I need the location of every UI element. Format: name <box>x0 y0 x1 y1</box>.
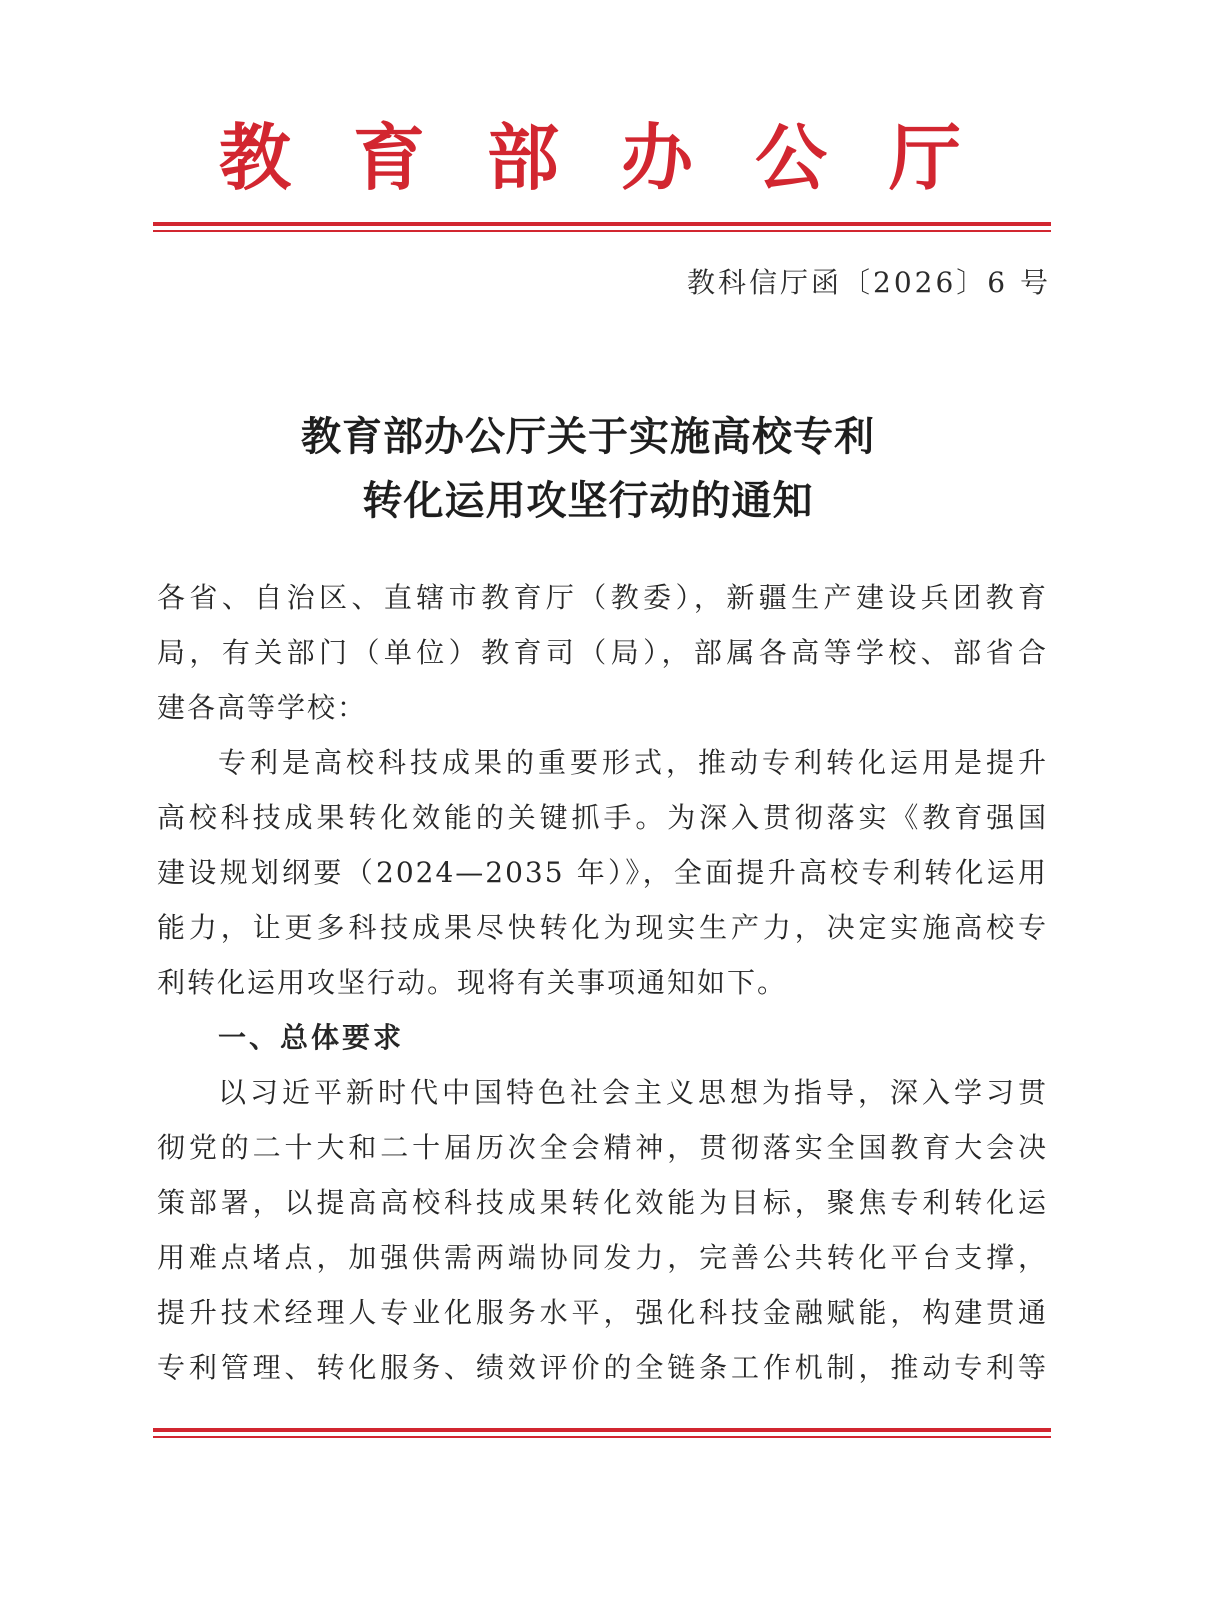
section-heading: 一、总体要求 <box>218 1021 405 1054</box>
body-line: 建设规划纲要（2024—2035 年）》，全面提升高校专利转化运用 <box>157 856 1048 889</box>
body-line: 策部署，以提高高校科技成果转化效能为目标，聚焦专利转化运 <box>157 1186 1048 1219</box>
footer-red-double-rule <box>153 1428 1051 1438</box>
body-line: 各省、自治区、直辖市教育厅（教委），新疆生产建设兵团教育 <box>157 581 1048 614</box>
red-rule-thin <box>153 230 1051 232</box>
body-line: 利转化运用攻坚行动。现将有关事项通知如下。 <box>157 966 788 999</box>
body-line: 专利管理、转化服务、绩效评价的全链条工作机制，推动专利等 <box>157 1351 1048 1384</box>
document-number: 教科信厅函〔2026〕6 号 <box>687 266 1051 299</box>
red-rule-thin <box>153 1436 1051 1438</box>
header-red-double-rule <box>153 222 1051 232</box>
body-line: 建各高等学校： <box>157 691 368 724</box>
body-line: 彻党的二十大和二十届历次全会精神，贯彻落实全国教育大会决 <box>157 1131 1048 1164</box>
issuing-organization-header: 教育部办公厅 <box>219 115 1024 200</box>
salutation <box>157 570 1048 735</box>
document-title-line: 教育部办公厅关于实施高校专利 <box>301 413 875 460</box>
document-title-line: 转化运用攻坚行动的通知 <box>362 477 814 524</box>
body-line: 以习近平新时代中国特色社会主义思想为指导，深入学习贯 <box>218 1076 1048 1109</box>
body-line: 用难点堵点，加强供需两端协同发力，完善公共转化平台支撑， <box>157 1241 1048 1274</box>
document-title <box>157 405 1019 533</box>
body-line: 专利是高校科技成果的重要形式，推动专利转化运用是提升 <box>218 746 1048 779</box>
body-line: 高校科技成果转化效能的关键抓手。为深入贯彻落实《教育强国 <box>157 801 1048 834</box>
section-general-requirements <box>157 1010 1048 1395</box>
body-line: 提升技术经理人专业化服务水平，强化科技金融赋能，构建贯通 <box>157 1296 1048 1329</box>
document-body <box>157 570 1048 1395</box>
intro-paragraph <box>157 735 1048 1010</box>
body-line: 局，有关部门（单位）教育司（局），部属各高等学校、部省合 <box>157 636 1048 669</box>
body-line: 能力，让更多科技成果尽快转化为现实生产力，决定实施高校专 <box>157 911 1048 944</box>
